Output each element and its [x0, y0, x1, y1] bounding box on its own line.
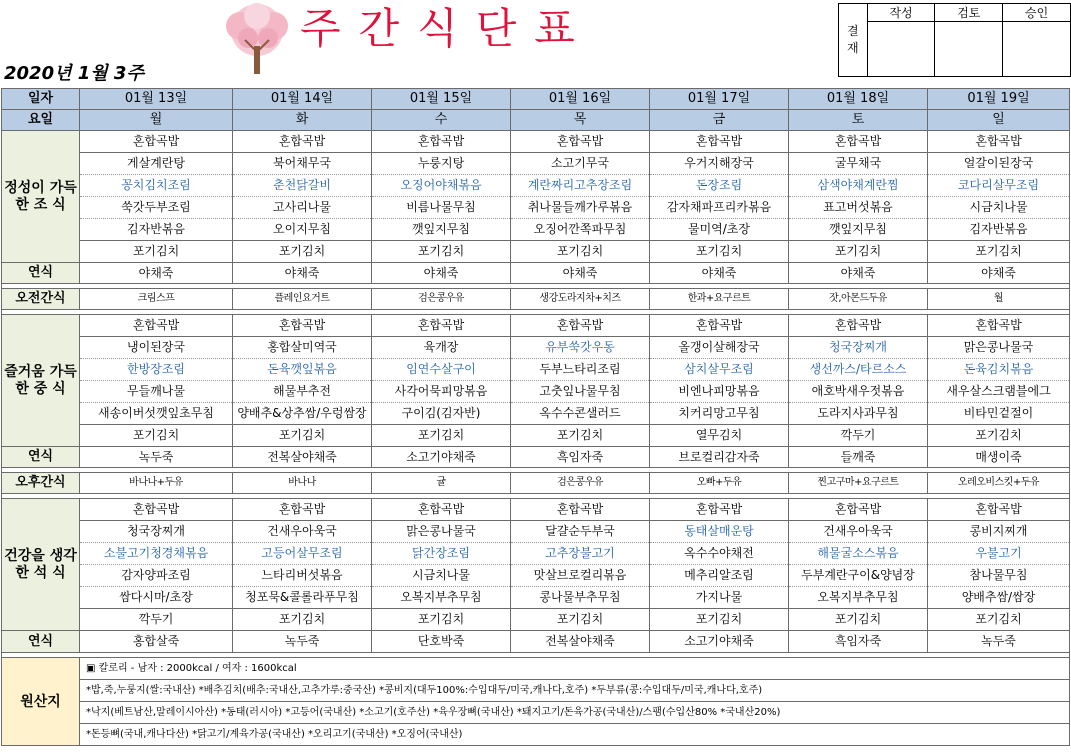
breakfast-row [2, 241, 1070, 263]
approval-col-approve: 승인 [1003, 4, 1071, 22]
date-cell: 01월 14일 [233, 89, 372, 110]
dinner-dish: 맑은콩나물국 [372, 521, 511, 543]
breakfast-dish: 게살계란탕 [80, 153, 233, 175]
lunch-yeonsik-item: 흑임자죽 [511, 447, 650, 468]
date-cell: 01월 17일 [650, 89, 789, 110]
pm-snack-item: 바나나+두유 [80, 473, 233, 494]
dinner-dish: 고추장불고기 [511, 543, 650, 565]
approval-col-review: 검토 [935, 4, 1003, 22]
breakfast-row [2, 219, 1070, 241]
lunch-dish: 구이김(김자반) [372, 403, 511, 425]
breakfast-dish: 포기김치 [928, 241, 1070, 263]
breakfast-yeonsik-item: 야채죽 [233, 263, 372, 284]
lunch-dish: 새우살스크램블에그 [928, 381, 1070, 403]
breakfast-yeonsik-item: 야채죽 [928, 263, 1070, 284]
dinner-dish: 포기김치 [372, 609, 511, 631]
breakfast-dish: 혼합곡밥 [928, 131, 1070, 153]
dinner-dish: 닭간장조림 [372, 543, 511, 565]
lunch-dish: 새송이버섯깻잎초무침 [80, 403, 233, 425]
lunch-dish: 냉이된장국 [80, 337, 233, 359]
lunch-dish: 애호박새우젓볶음 [789, 381, 928, 403]
origin-row [2, 702, 1070, 724]
dinner-label: 건강을 생각한 석 식 [2, 499, 80, 631]
breakfast-dish: 포기김치 [233, 241, 372, 263]
date-cell: 01월 18일 [789, 89, 928, 110]
lunch-yeonsik-row [2, 447, 1070, 468]
breakfast-dish: 혼합곡밥 [511, 131, 650, 153]
breakfast-dish: 혼합곡밥 [789, 131, 928, 153]
date-cell: 01월 19일 [928, 89, 1070, 110]
breakfast-dish: 고사리나물 [233, 197, 372, 219]
approval-sign-review[interactable] [935, 22, 1003, 77]
lunch-dish: 포기김치 [233, 425, 372, 447]
title-area [0, 0, 1071, 88]
lunch-dish: 돈육김치볶음 [928, 359, 1070, 381]
breakfast-dish: 시금치나물 [928, 197, 1070, 219]
lunch-dish: 돈육깻잎볶음 [233, 359, 372, 381]
lunch-dish: 혼합곡밥 [789, 315, 928, 337]
breakfast-dish: 삼색야채계란찜 [789, 175, 928, 197]
approval-side-label: 결 재 [839, 4, 868, 77]
dinner-row [2, 609, 1070, 631]
dinner-dish: 청국장찌개 [80, 521, 233, 543]
lunch-dish: 삼치살무조림 [650, 359, 789, 381]
dinner-row [2, 587, 1070, 609]
approval-col-write: 작성 [867, 4, 935, 22]
breakfast-row [2, 131, 1070, 153]
dinner-yeonsik-item: 홍합살죽 [80, 631, 233, 653]
date-cell: 01월 13일 [80, 89, 233, 110]
lunch-dish: 비엔나피망볶음 [650, 381, 789, 403]
dinner-dish: 혼합곡밥 [372, 499, 511, 521]
lunch-dish: 해물부추전 [233, 381, 372, 403]
breakfast-dish: 계란짜리고추장조림 [511, 175, 650, 197]
origin-row [2, 680, 1070, 702]
approval-sign-write[interactable] [867, 22, 935, 77]
breakfast-dish: 얼갈이된장국 [928, 153, 1070, 175]
breakfast-dish: 춘천닭갈비 [233, 175, 372, 197]
dinner-dish: 혼합곡밥 [233, 499, 372, 521]
lunch-dish: 고춧잎나물무침 [511, 381, 650, 403]
dinner-dish: 콩비지찌개 [928, 521, 1070, 543]
lunch-dish: 양배추&상추쌈/우렁쌈장 [233, 403, 372, 425]
lunch-dish: 홍합살미역국 [233, 337, 372, 359]
breakfast-dish: 굴무채국 [789, 153, 928, 175]
dinner-yeonsik-item: 단호박죽 [372, 631, 511, 653]
breakfast-dish: 돈장조림 [650, 175, 789, 197]
lunch-dish: 포기김치 [511, 425, 650, 447]
dinner-dish: 청포묵&콜롤라푸무침 [233, 587, 372, 609]
lunch-dish: 도라지사과무침 [789, 403, 928, 425]
origin-line: *돈등뼈(국내,캐나다산) *닭고기/계육가공(국내산) *오리고기(국내산) *오징어(국내산) [80, 724, 1070, 746]
dinner-dish: 건새우아욱국 [233, 521, 372, 543]
breakfast-dish: 우거지해장국 [650, 153, 789, 175]
breakfast-dish: 포기김치 [372, 241, 511, 263]
lunch-dish: 치커리망고무침 [650, 403, 789, 425]
lunch-dish: 포기김치 [372, 425, 511, 447]
pm-snack-item: 검은콩우유 [511, 473, 650, 494]
lunch-dish: 혼합곡밥 [650, 315, 789, 337]
dinner-dish: 포기김치 [511, 609, 650, 631]
lunch-dish: 깍두기 [789, 425, 928, 447]
dinner-dish: 동태살매운탕 [650, 521, 789, 543]
lunch-yeonsik-label: 연식 [2, 447, 80, 468]
breakfast-dish: 김자반볶음 [928, 219, 1070, 241]
breakfast-dish: 오징어깐쪽파무침 [511, 219, 650, 241]
breakfast-yeonsik-row [2, 263, 1070, 284]
lunch-dish: 혼합곡밥 [511, 315, 650, 337]
breakfast-yeonsik-item: 야채죽 [511, 263, 650, 284]
dinner-yeonsik-item: 흑임자죽 [789, 631, 928, 653]
dinner-dish: 가지나물 [650, 587, 789, 609]
dinner-dish: 고등어살무조림 [233, 543, 372, 565]
dinner-dish: 포기김치 [789, 609, 928, 631]
dinner-dish: 쌈다시마/초장 [80, 587, 233, 609]
lunch-dish: 혼합곡밥 [928, 315, 1070, 337]
lunch-dish: 육개장 [372, 337, 511, 359]
dinner-dish: 양배추쌈/쌈장 [928, 587, 1070, 609]
breakfast-row [2, 197, 1070, 219]
dinner-row [2, 543, 1070, 565]
breakfast-dish: 혼합곡밥 [80, 131, 233, 153]
lunch-dish: 두부느타리조림 [511, 359, 650, 381]
breakfast-yeonsik-item: 야채죽 [650, 263, 789, 284]
am-snack-item: 월 [928, 289, 1070, 310]
dinner-yeonsik-row [2, 631, 1070, 653]
day-cell: 토 [789, 110, 928, 131]
dinner-dish: 혼합곡밥 [80, 499, 233, 521]
dinner-dish: 오복지부추무침 [789, 587, 928, 609]
dinner-dish: 소불고기청경채볶음 [80, 543, 233, 565]
dinner-row [2, 565, 1070, 587]
dinner-dish: 해물굴소스볶음 [789, 543, 928, 565]
breakfast-dish: 깻잎지무침 [789, 219, 928, 241]
day-cell: 월 [80, 110, 233, 131]
week-label: 2020년 1월 3주 [4, 63, 144, 84]
lunch-dish: 비타민겉절이 [928, 403, 1070, 425]
dinner-dish: 옥수수야채전 [650, 543, 789, 565]
breakfast-dish: 혼합곡밥 [372, 131, 511, 153]
breakfast-row [2, 153, 1070, 175]
breakfast-yeonsik-item: 야채죽 [372, 263, 511, 284]
dinner-dish: 오복지부추무침 [372, 587, 511, 609]
breakfast-dish: 감자채파프리카볶음 [650, 197, 789, 219]
dinner-dish: 메추리알조림 [650, 565, 789, 587]
origin-line: *밥,죽,누룽지(쌀:국내산) *배추김치(배추:국내산,고추가루:중국산) *콩비지(대두100%:수입대두/미국,캐나다,호주) *두부류(콩:수입대두/미국,캐나다,호주) [80, 680, 1070, 702]
origin-line: ▣ 칼로리 - 남자 : 2000kcal / 여자 : 1600kcal [80, 658, 1070, 680]
pm-snack-label: 오후간식 [2, 473, 80, 494]
lunch-dish: 포기김치 [928, 425, 1070, 447]
breakfast-dish: 북어채무국 [233, 153, 372, 175]
lunch-dish: 유부쑥갓우동 [511, 337, 650, 359]
lunch-label: 즐거움 가득한 중 식 [2, 315, 80, 447]
dinner-dish: 혼합곡밥 [789, 499, 928, 521]
dinner-dish: 감자양파조림 [80, 565, 233, 587]
lunch-dish: 혼합곡밥 [372, 315, 511, 337]
breakfast-dish: 깻잎지무침 [372, 219, 511, 241]
dinner-row [2, 499, 1070, 521]
weekly-menu-table [1, 88, 1070, 746]
breakfast-yeonsik-item: 야채죽 [80, 263, 233, 284]
dinner-dish: 포기김치 [650, 609, 789, 631]
dinner-yeonsik-label: 연식 [2, 631, 80, 653]
lunch-row [2, 337, 1070, 359]
lunch-dish: 무들깨나물 [80, 381, 233, 403]
dinner-dish: 콩나물부추무침 [511, 587, 650, 609]
lunch-row [2, 359, 1070, 381]
lunch-dish: 혼합곡밥 [233, 315, 372, 337]
lunch-row [2, 425, 1070, 447]
lunch-row [2, 403, 1070, 425]
dinner-dish: 우불고기 [928, 543, 1070, 565]
am-snack-item: 한과+요구르트 [650, 289, 789, 310]
breakfast-dish: 취나물들깨가루볶음 [511, 197, 650, 219]
breakfast-label: 정성이 가득한 조 식 [2, 131, 80, 263]
dinner-dish: 두부계란구이&양념장 [789, 565, 928, 587]
dinner-yeonsik-item: 녹두죽 [928, 631, 1070, 653]
day-cell: 목 [511, 110, 650, 131]
dinner-dish: 달걀순두부국 [511, 521, 650, 543]
lunch-yeonsik-item: 들깨죽 [789, 447, 928, 468]
lunch-dish: 임연수살구이 [372, 359, 511, 381]
day-cell: 금 [650, 110, 789, 131]
breakfast-dish: 혼합곡밥 [650, 131, 789, 153]
lunch-dish: 한방장조림 [80, 359, 233, 381]
lunch-yeonsik-item: 전복살야채죽 [233, 447, 372, 468]
breakfast-dish: 비름나물무침 [372, 197, 511, 219]
dinner-dish: 건새우아욱국 [789, 521, 928, 543]
date-cell: 01월 16일 [511, 89, 650, 110]
lunch-dish: 맑은콩나물국 [928, 337, 1070, 359]
breakfast-yeonsik-label: 연식 [2, 263, 80, 284]
lunch-dish: 올갱이살해장국 [650, 337, 789, 359]
lunch-dish: 포기김치 [80, 425, 233, 447]
breakfast-dish: 오이지무침 [233, 219, 372, 241]
dinner-dish: 혼합곡밥 [650, 499, 789, 521]
lunch-yeonsik-item: 브로컬리감자죽 [650, 447, 789, 468]
lunch-dish: 열무김치 [650, 425, 789, 447]
day-label: 요일 [2, 110, 80, 131]
dinner-yeonsik-item: 녹두죽 [233, 631, 372, 653]
am-snack-item: 잣,아몬드두유 [789, 289, 928, 310]
am-snack-item: 플레인요거트 [233, 289, 372, 310]
day-row [2, 110, 1070, 131]
dinner-dish: 포기김치 [233, 609, 372, 631]
dinner-dish: 포기김치 [928, 609, 1070, 631]
origin-row [2, 658, 1070, 680]
dinner-dish: 맛살브로컬리볶음 [511, 565, 650, 587]
date-row [2, 89, 1070, 110]
breakfast-dish: 오징어야채볶음 [372, 175, 511, 197]
dinner-yeonsik-item: 소고기야채죽 [650, 631, 789, 653]
breakfast-row [2, 175, 1070, 197]
date-cell: 01월 15일 [372, 89, 511, 110]
breakfast-dish: 코다리살무조림 [928, 175, 1070, 197]
am-snack-item: 생강도라지차+치즈 [511, 289, 650, 310]
day-cell: 화 [233, 110, 372, 131]
breakfast-dish: 표고버섯볶음 [789, 197, 928, 219]
dinner-yeonsik-item: 전복살야채죽 [511, 631, 650, 653]
breakfast-dish: 누룽지탕 [372, 153, 511, 175]
lunch-yeonsik-item: 녹두죽 [80, 447, 233, 468]
pm-snack-row [2, 473, 1070, 494]
am-snack-item: 검은콩우유 [372, 289, 511, 310]
am-snack-row [2, 289, 1070, 310]
dinner-dish: 느타리버섯볶음 [233, 565, 372, 587]
lunch-yeonsik-item: 소고기야채죽 [372, 447, 511, 468]
day-cell: 일 [928, 110, 1070, 131]
origin-label: 원산지 [2, 658, 80, 746]
breakfast-dish: 꽁치김치조림 [80, 175, 233, 197]
pm-snack-item: 오빠+두유 [650, 473, 789, 494]
lunch-row [2, 315, 1070, 337]
date-label: 일자 [2, 89, 80, 110]
dinner-dish: 깍두기 [80, 609, 233, 631]
breakfast-dish: 혼합곡밥 [233, 131, 372, 153]
breakfast-yeonsik-item: 야채죽 [789, 263, 928, 284]
breakfast-dish: 포기김치 [80, 241, 233, 263]
approval-box [838, 3, 1071, 77]
breakfast-dish: 쑥갓두부조림 [80, 197, 233, 219]
day-cell: 수 [372, 110, 511, 131]
breakfast-dish: 물미역/초장 [650, 219, 789, 241]
am-snack-label: 오전간식 [2, 289, 80, 310]
dinner-row [2, 521, 1070, 543]
lunch-dish: 생선까스/타르소스 [789, 359, 928, 381]
breakfast-dish: 포기김치 [511, 241, 650, 263]
breakfast-dish: 소고기무국 [511, 153, 650, 175]
cherry-blossom-tree-icon [218, 2, 296, 76]
origin-row [2, 724, 1070, 746]
page-title: 주간식단표 [300, 4, 593, 53]
breakfast-dish: 포기김치 [789, 241, 928, 263]
approval-sign-approve[interactable] [1003, 22, 1071, 77]
lunch-yeonsik-item: 매생이죽 [928, 447, 1070, 468]
dinner-dish: 혼합곡밥 [928, 499, 1070, 521]
lunch-dish: 옥수수콘샐러드 [511, 403, 650, 425]
am-snack-item: 크림스프 [80, 289, 233, 310]
dinner-dish: 시금치나물 [372, 565, 511, 587]
pm-snack-item: 찐고구마+요구르트 [789, 473, 928, 494]
pm-snack-item: 오레오비스킷+두유 [928, 473, 1070, 494]
pm-snack-item: 바나나 [233, 473, 372, 494]
lunch-dish: 사각어묵피망볶음 [372, 381, 511, 403]
origin-line: *낙지(베트남산,말레이시아산) *동태(러시아) *고등어(국내산) *소고기(호주산) *육우장뼈(국내산) *돼지고기/돈육가공(국내산)/스팸(수입산80% *국내산20%) [80, 702, 1070, 724]
pm-snack-item: 귤 [372, 473, 511, 494]
lunch-dish: 청국장찌개 [789, 337, 928, 359]
breakfast-dish: 포기김치 [650, 241, 789, 263]
breakfast-dish: 김자반볶음 [80, 219, 233, 241]
dinner-dish: 참나물무침 [928, 565, 1070, 587]
lunch-row [2, 381, 1070, 403]
dinner-dish: 혼합곡밥 [511, 499, 650, 521]
lunch-dish: 혼합곡밥 [80, 315, 233, 337]
